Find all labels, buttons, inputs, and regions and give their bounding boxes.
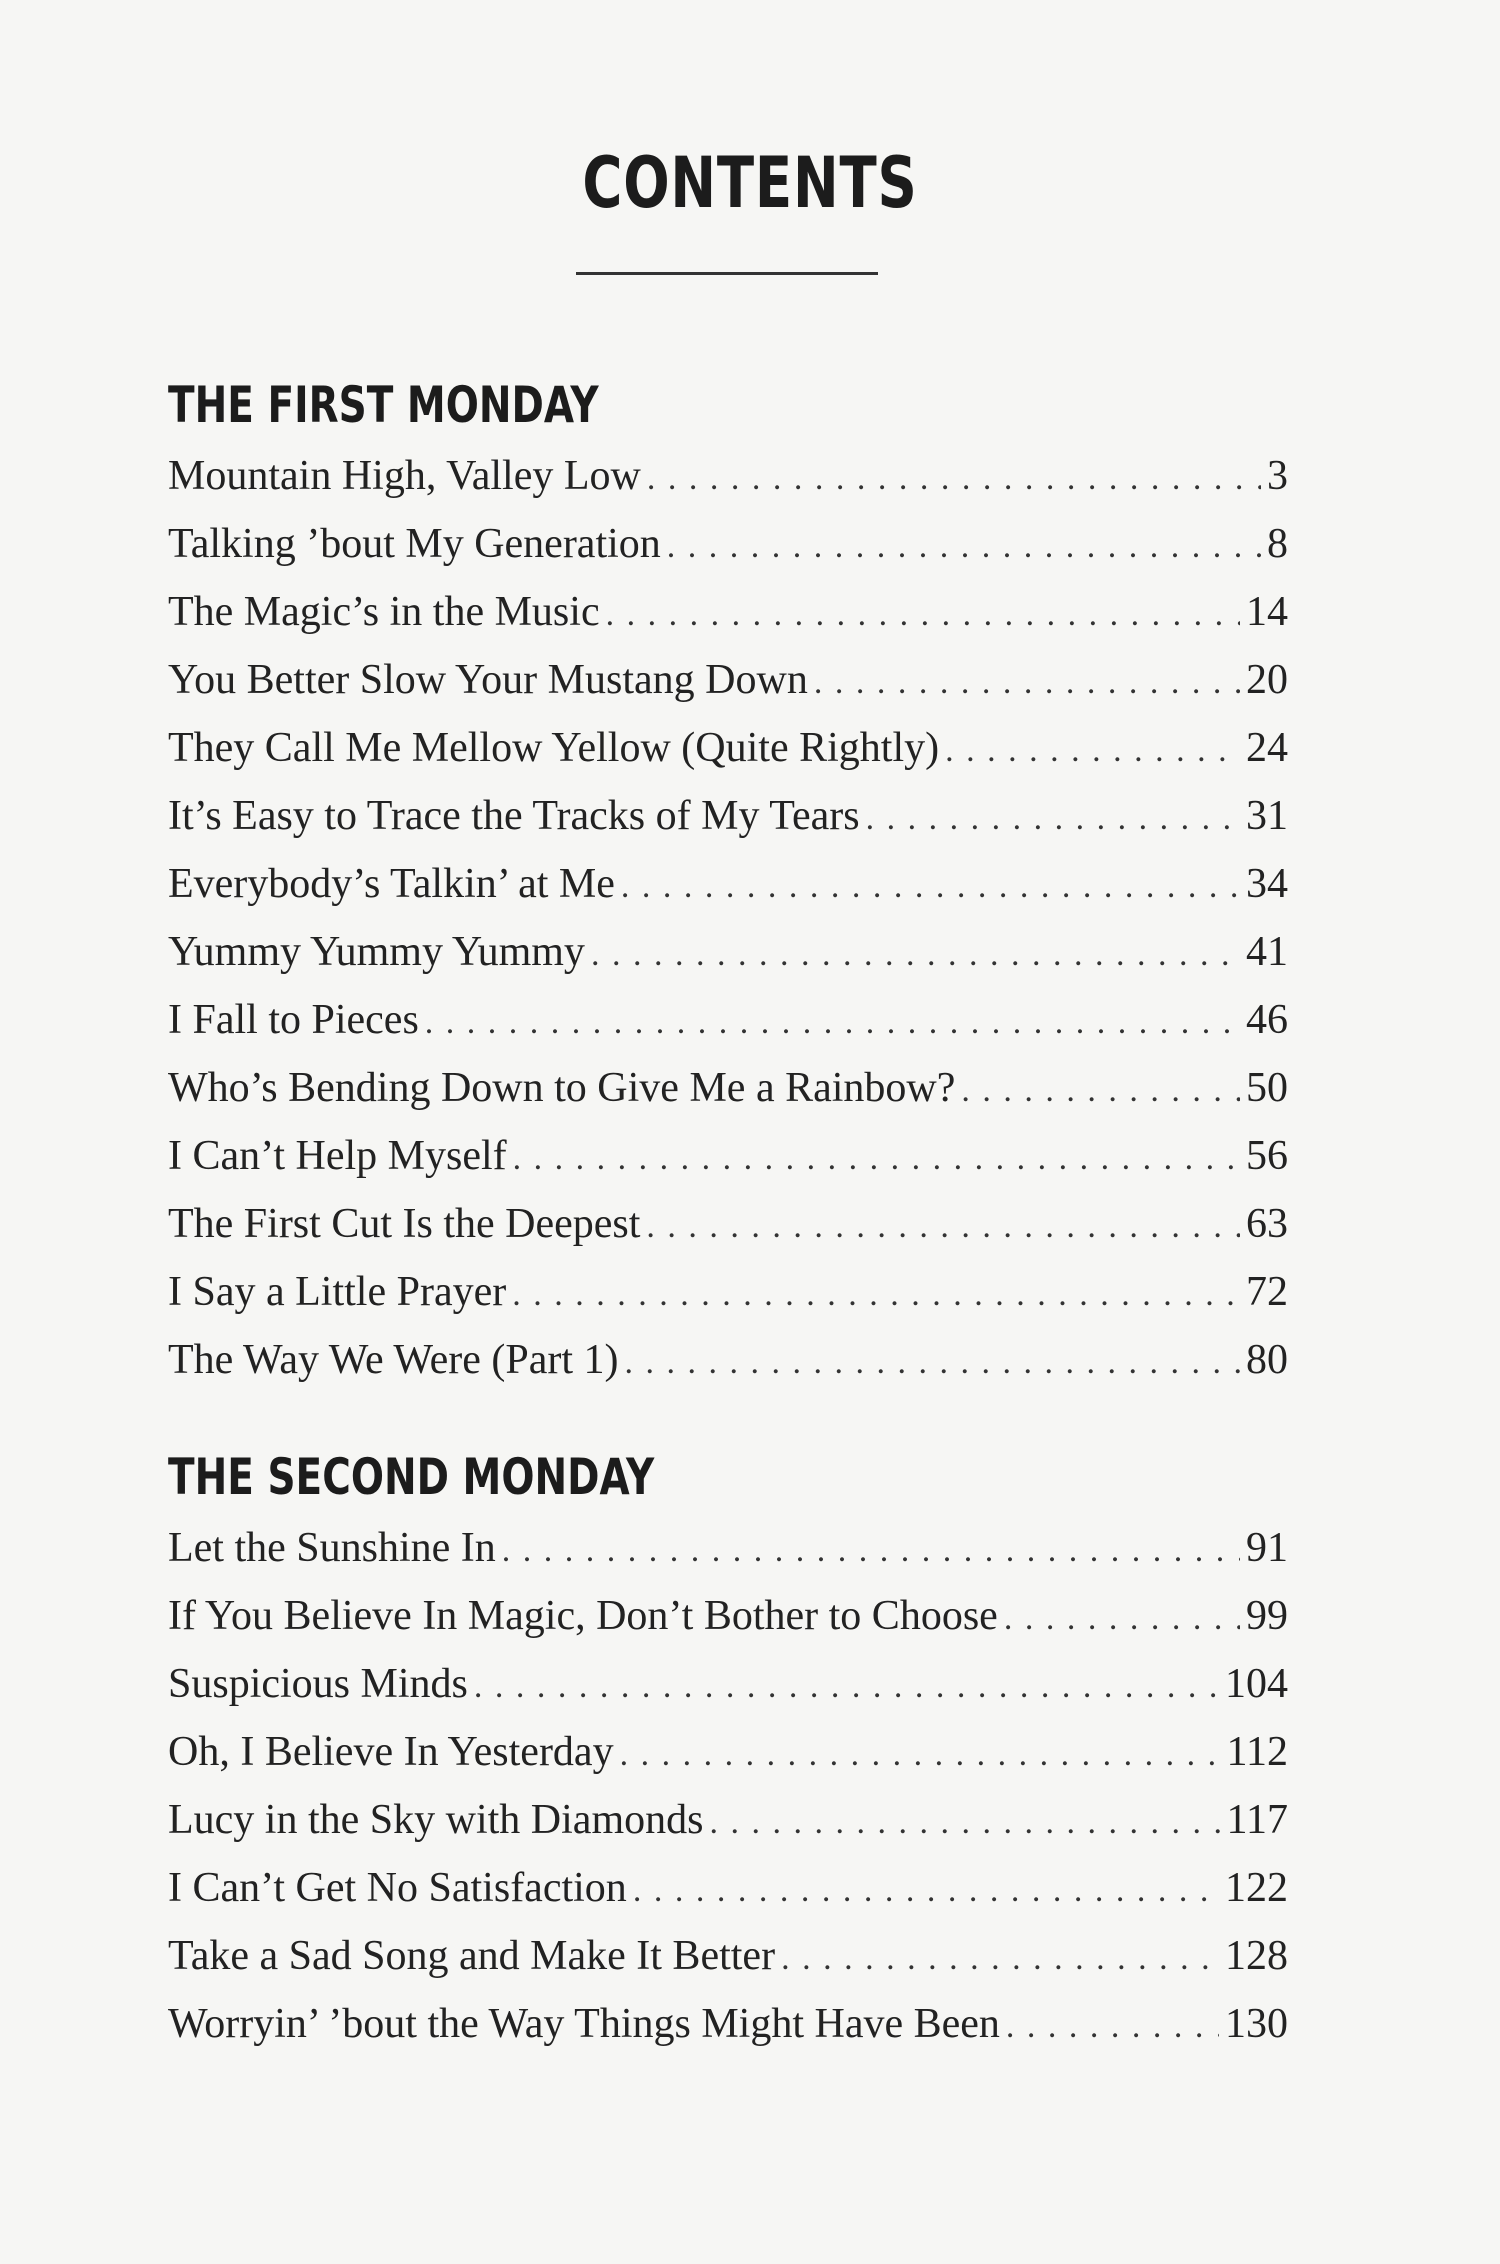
toc-entry-page-number: 99: [1246, 1593, 1288, 1639]
dot-leader: [1006, 1993, 1219, 2061]
dot-leader: [667, 513, 1261, 581]
toc-entry-page-number: 104: [1225, 1661, 1288, 1707]
toc-entry: [168, 1258, 1288, 1326]
toc-entry-title: You Better Slow Your Mustang Down: [168, 657, 808, 703]
toc-entry-title: Who’s Bending Down to Give Me a Rainbow?: [168, 1065, 956, 1111]
dot-leader: [425, 989, 1240, 1057]
toc-entry-page-number: 34: [1246, 861, 1288, 907]
toc-entry: [168, 1990, 1288, 2058]
toc-entry: [168, 850, 1288, 918]
title-divider: [576, 272, 878, 275]
toc-entry-page-number: 122: [1225, 1865, 1288, 1911]
toc-entry-title: It’s Easy to Trace the Tracks of My Tears: [168, 793, 860, 839]
toc-entry: [168, 646, 1288, 714]
toc-entry-title: Take a Sad Song and Make It Better: [168, 1933, 776, 1979]
dot-leader: [512, 1261, 1240, 1329]
dot-leader: [625, 1329, 1240, 1397]
dot-leader: [513, 1125, 1240, 1193]
dot-leader: [647, 445, 1261, 513]
toc-entry-title: I Fall to Pieces: [168, 997, 419, 1043]
toc-entry: [168, 986, 1288, 1054]
toc-entry-page-number: 41: [1246, 929, 1288, 975]
toc-entry-title: I Can’t Get No Satisfaction: [168, 1865, 627, 1911]
toc-entry-page-number: 91: [1246, 1525, 1288, 1571]
dot-leader: [814, 649, 1240, 717]
dot-leader: [621, 853, 1240, 921]
toc-entry-title: The Way We Were (Part 1): [168, 1337, 619, 1383]
toc-entry-page-number: 80: [1246, 1337, 1288, 1383]
dot-leader: [633, 1857, 1219, 1925]
toc-entry: [168, 1054, 1288, 1122]
toc-entry: [168, 918, 1288, 986]
toc-entry: [168, 1650, 1288, 1718]
toc-entry-title: I Can’t Help Myself: [168, 1133, 507, 1179]
page-title: CONTENTS: [582, 142, 918, 224]
toc-entry-title: Oh, I Believe In Yesterday: [168, 1729, 614, 1775]
toc-entry: [168, 714, 1288, 782]
dot-leader: [961, 1057, 1240, 1125]
toc-entry-title: Worryin’ ’bout the Way Things Might Have Been: [168, 2001, 1000, 2047]
toc-entry: [168, 1922, 1288, 1990]
dot-leader: [866, 785, 1240, 853]
toc-entry-title: Yummy Yummy Yummy: [168, 929, 585, 975]
dot-leader: [591, 921, 1240, 989]
toc-entry-title: I Say a Little Prayer: [168, 1269, 507, 1315]
toc-entry: [168, 1718, 1288, 1786]
toc-entry-title: The First Cut Is the Deepest: [168, 1201, 641, 1247]
toc-list-first-monday: [168, 442, 1288, 1394]
dot-leader: [1004, 1585, 1240, 1653]
toc-entry: [168, 578, 1288, 646]
toc-entry-page-number: 56: [1246, 1133, 1288, 1179]
toc-entry-title: The Magic’s in the Music: [168, 589, 600, 635]
toc-entry-page-number: 130: [1225, 2001, 1288, 2047]
toc-entry-page-number: 24: [1246, 725, 1288, 771]
toc-entry-page-number: 31: [1246, 793, 1288, 839]
toc-entry-page-number: 72: [1246, 1269, 1288, 1315]
toc-entry-page-number: 112: [1226, 1729, 1288, 1775]
toc-entry: [168, 1514, 1288, 1582]
section-heading-second-monday: THE SECOND MONDAY: [168, 1448, 655, 1506]
toc-list-second-monday: [168, 1514, 1288, 2058]
toc-entry-title: Suspicious Minds: [168, 1661, 468, 1707]
toc-entry: [168, 1190, 1288, 1258]
toc-entry: [168, 1326, 1288, 1394]
toc-entry-page-number: 117: [1226, 1797, 1288, 1843]
toc-entry-title: If You Believe In Magic, Don’t Bother to Choose: [168, 1593, 998, 1639]
toc-entry-title: Lucy in the Sky with Diamonds: [168, 1797, 704, 1843]
toc-entry-page-number: 128: [1225, 1933, 1288, 1979]
toc-entry: [168, 1122, 1288, 1190]
toc-entry-title: Everybody’s Talkin’ at Me: [168, 861, 615, 907]
toc-entry-title: Let the Sunshine In: [168, 1525, 496, 1571]
toc-entry: [168, 1582, 1288, 1650]
section-heading-first-monday: THE FIRST MONDAY: [168, 376, 599, 434]
toc-entry-page-number: 14: [1246, 589, 1288, 635]
toc-entry: [168, 782, 1288, 850]
dot-leader: [474, 1653, 1219, 1721]
toc-entry-page-number: 63: [1246, 1201, 1288, 1247]
toc-entry-page-number: 50: [1246, 1065, 1288, 1111]
toc-entry-page-number: 8: [1267, 521, 1288, 567]
toc-entry: [168, 1854, 1288, 1922]
dot-leader: [502, 1517, 1240, 1585]
toc-entry-title: They Call Me Mellow Yellow (Quite Rightly): [168, 725, 940, 771]
toc-entry: [168, 510, 1288, 578]
toc-entry-title: Mountain High, Valley Low: [168, 453, 641, 499]
dot-leader: [646, 1193, 1240, 1261]
dot-leader: [606, 581, 1240, 649]
toc-entry-page-number: 20: [1246, 657, 1288, 703]
toc-entry: [168, 1786, 1288, 1854]
toc-entry: [168, 442, 1288, 510]
toc-entry-title: Talking ’bout My Generation: [168, 521, 661, 567]
toc-entry-page-number: 46: [1246, 997, 1288, 1043]
toc-entry-page-number: 3: [1267, 453, 1288, 499]
dot-leader: [781, 1925, 1219, 1993]
dot-leader: [709, 1789, 1220, 1857]
dot-leader: [620, 1721, 1221, 1789]
dot-leader: [945, 717, 1240, 785]
